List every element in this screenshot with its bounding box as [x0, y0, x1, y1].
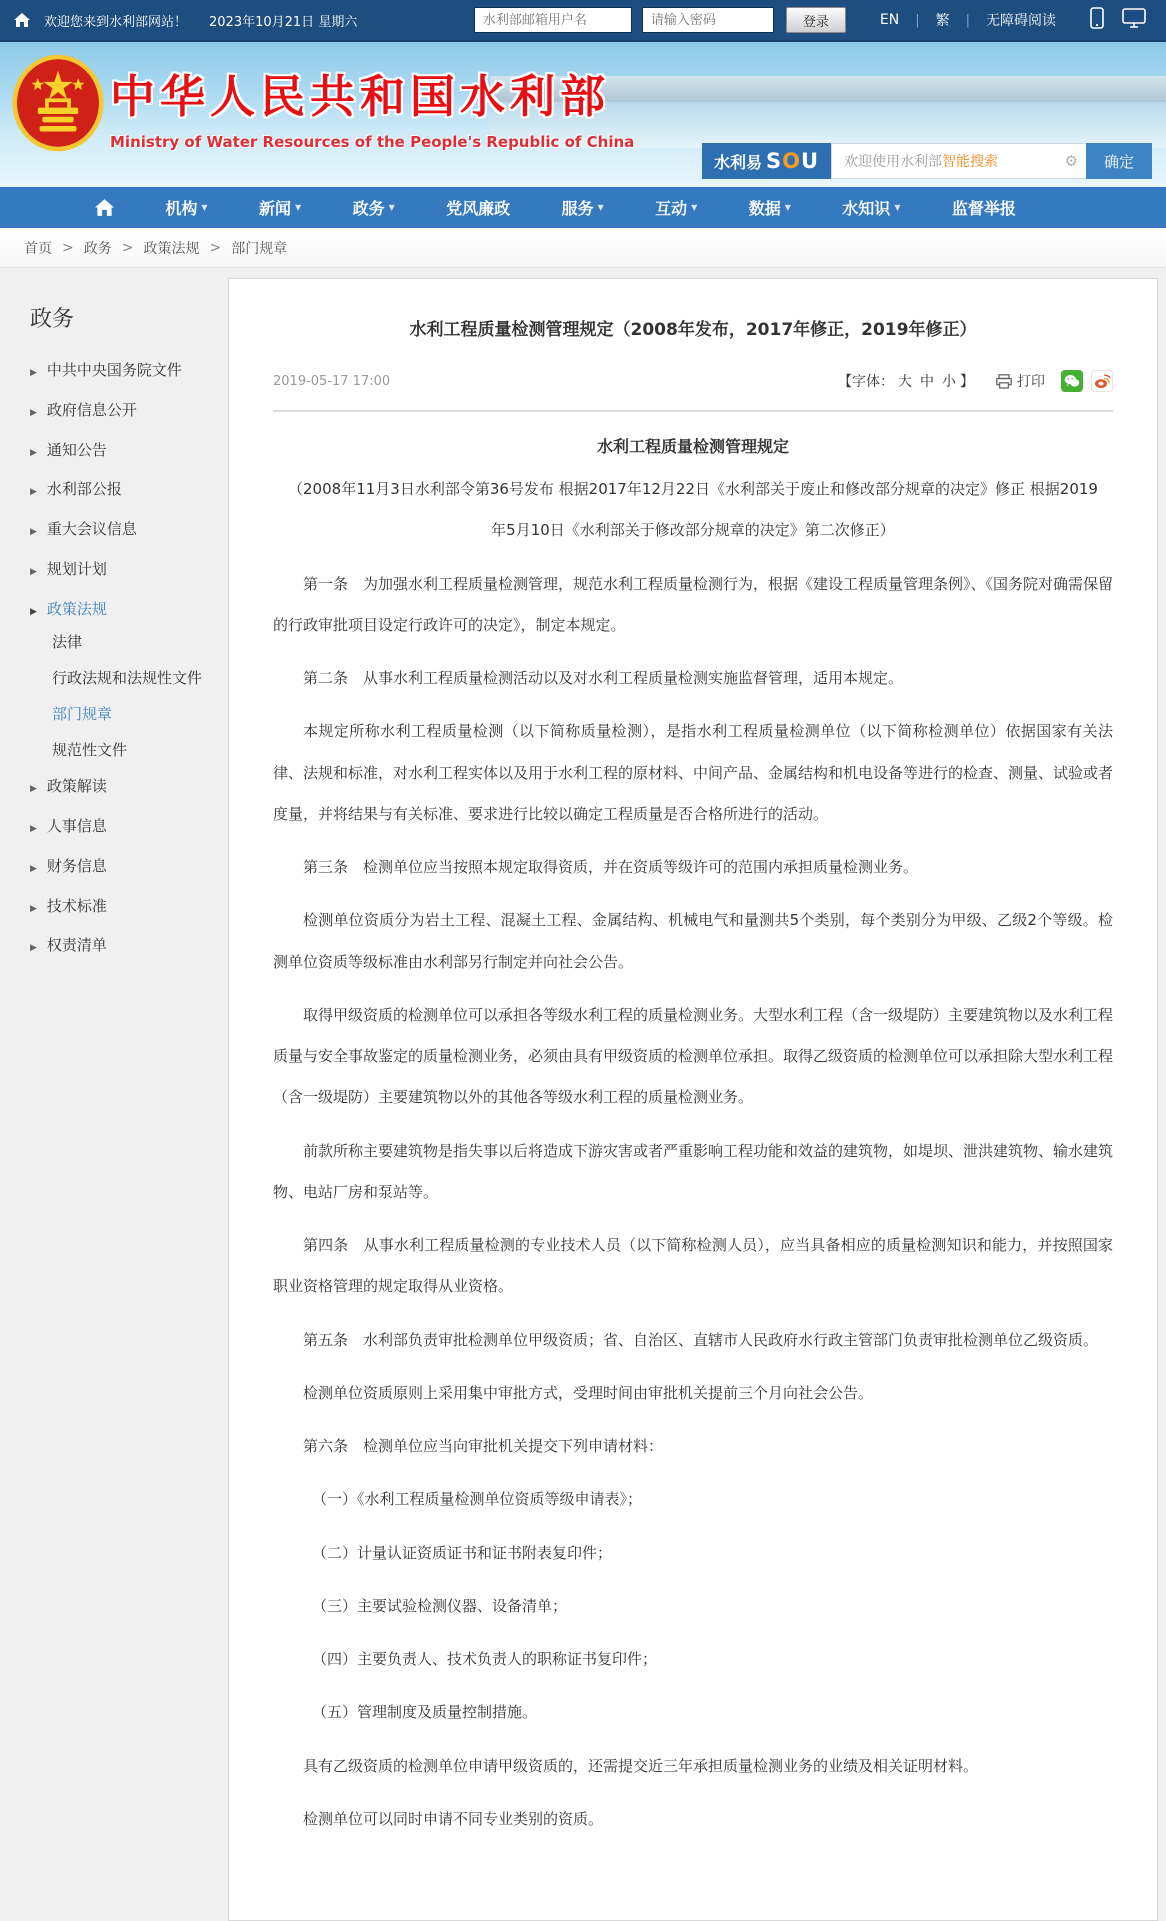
print-button[interactable]: 打印 [996, 371, 1045, 391]
nav-item-1[interactable]: 机构 ▼ [165, 199, 208, 218]
paragraph-0: （2008年11月3日水利部令第36号发布 根据2017年12月22日《水利部关于废止和修改部分规章的决定》修正 根据2019年5月10日《水利部关于修改部分规章的决定》第二次修正） [288, 480, 1098, 540]
sidebar-item-1[interactable]: ▶ 政府信息公开 [30, 400, 137, 419]
sidebar-item-0[interactable]: ▶ 中共中央国务院文件 [30, 361, 182, 379]
paragraph-7: 前款所称主要建筑物是指失事以后将造成下游灾害或者严重影响工程功能和效益的建筑物，如堤坝、泄洪建筑物、输水建筑物、电站厂房和泵站等。 [273, 1141, 1114, 1201]
paragraph-15: （四）主要负责人、技术负责人的职称证书复印件； [312, 1650, 658, 1668]
sidebar-item-5[interactable]: ▶ 规划计划 [30, 559, 107, 578]
font-size-label-close: 】 [960, 374, 974, 390]
document-body [273, 434, 1113, 1840]
sidebar-subitem-3[interactable]: 规范性文件 [52, 740, 128, 759]
paragraph-1: 第一条 为加强水利工程质量检测管理，规范水利工程质量检测行为，根据《建设工程质量管理条例》、《国务院对确需保留的行政审批项目设定行政许可的决定》，制定本规定。 [273, 574, 1114, 634]
dropdown-caret-icon: ▼ [691, 203, 698, 212]
header-banner [0, 42, 1166, 187]
dropdown-caret-icon: ▼ [295, 203, 302, 212]
lang-traditional-link[interactable]: 繁 [935, 13, 950, 29]
welcome-text: 欢迎您来到水利部网站！ [44, 14, 188, 30]
nav-item-4[interactable]: 党风廉政 [446, 199, 511, 218]
password-field[interactable] [642, 7, 774, 33]
monitor-icon[interactable] [1122, 7, 1146, 33]
publish-date: 2019-05-17 17:00 [273, 373, 391, 389]
breadcrumb-separator: > [209, 239, 222, 256]
nav-item-5[interactable]: 服务 ▼ [561, 199, 604, 218]
sidebar-submenu [52, 633, 228, 759]
dropdown-caret-icon: ▼ [894, 203, 901, 212]
divider [273, 410, 1113, 412]
search-submit-button[interactable]: 确定 [1086, 143, 1152, 179]
page-title: 水利工程质量检测管理规定（2008年发布，2017年修正，2019年修正） [409, 320, 977, 340]
sidebar-arrow-icon: ▶ [30, 407, 37, 418]
sidebar-menu [30, 361, 228, 955]
login-button[interactable]: 登录 [786, 7, 846, 33]
gear-icon[interactable]: ⚙ [1064, 152, 1078, 170]
dropdown-caret-icon: ▼ [201, 203, 208, 212]
font-size-label: 【字体： [838, 374, 894, 390]
wechat-icon[interactable] [1061, 370, 1083, 392]
font-size-option-2[interactable]: 小 [942, 374, 956, 390]
paragraph-18: 检测单位可以同时申请不同专业类别的资质。 [303, 1809, 604, 1828]
accessibility-link[interactable]: 无障碍阅读 [986, 13, 1056, 29]
current-date: 2023年10月21日 星期六 [209, 14, 358, 30]
sidebar-item-8[interactable]: ▶ 人事信息 [30, 817, 107, 835]
paragraph-16: （五）管理制度及质量控制措施。 [312, 1703, 538, 1722]
breadcrumb-item-1[interactable]: 政务 [83, 240, 112, 257]
paragraph-2: 第二条 从事水利工程质量检测活动以及对水利工程质量检测实施监督管理，适用本规定。 [303, 669, 904, 687]
sidebar-arrow-icon: ▶ [30, 943, 37, 954]
sidebar-item-10[interactable]: ▶ 技术标准 [30, 896, 107, 915]
site-subtitle: Ministry of Water Resources of the People's Republic of China [110, 133, 635, 151]
sidebar-subitem-1[interactable]: 行政法规和法规性文件 [52, 669, 203, 687]
nav-item-3[interactable]: 政务 ▼ [352, 199, 395, 218]
sidebar-subitem-2[interactable]: 部门规章 [52, 704, 113, 723]
sidebar-title: 政务 [30, 307, 75, 332]
divider: | [915, 12, 920, 28]
sidebar-arrow-icon: ▶ [30, 527, 37, 537]
navbar [0, 187, 1166, 228]
sidebar-arrow-icon: ▶ [30, 487, 37, 498]
document-title: 水利工程质量检测管理规定 [596, 437, 789, 456]
topbar [0, 0, 1166, 42]
paragraph-14: （三）主要试验检测仪器、设备清单； [312, 1596, 568, 1615]
breadcrumb-separator: > [62, 239, 74, 256]
weibo-icon[interactable] [1091, 370, 1113, 392]
home-icon [95, 199, 114, 216]
site-title: 中华人民共和国水利部 [110, 70, 611, 123]
article-panel [228, 278, 1158, 1921]
nav-item-9[interactable]: 监督举报 [951, 199, 1016, 218]
paragraph-8: 第四条 从事水利工程质量检测的专业技术人员（以下简称检测人员），应当具备相应的质量检测知识和能力，并按照国家职业资格管理的规定取得从业资格。 [273, 1236, 1113, 1296]
paragraph-17: 具有乙级资质的检测单位申请甲级资质的，还需提交近三年承担质量检测业务的业绩及相关证明材料。 [303, 1756, 979, 1775]
nav-item-8[interactable]: 水知识 ▼ [842, 199, 901, 218]
divider: | [965, 12, 970, 28]
sidebar-item-7[interactable]: ▶ 政策解读 [30, 777, 107, 796]
sidebar-arrow-icon: ▶ [30, 447, 37, 458]
paragraph-10: 检测单位资质原则上采用集中审批方式，受理时间由审批机关提前三个月向社会公告。 [303, 1383, 874, 1402]
printer-icon [996, 374, 1012, 389]
sidebar-subitem-0[interactable]: 法律 [52, 633, 83, 652]
search-input[interactable]: 欢迎使用水利部 智能搜索 ⚙ [831, 143, 1086, 179]
phone-icon[interactable] [1090, 7, 1104, 33]
dropdown-caret-icon: ▼ [388, 203, 395, 212]
search-brand-logo: 水利易 SOU [702, 143, 831, 179]
sidebar-item-4[interactable]: ▶ 重大会议信息 [30, 520, 137, 538]
home-icon[interactable] [14, 13, 30, 27]
breadcrumb-separator: > [121, 239, 134, 256]
paragraph-9: 第五条 水利部负责审批检测单位甲级资质；省、自治区、直辖市人民政府水行政主管部门负责审批检测单位乙级资质。 [303, 1330, 1099, 1349]
paragraph-5: 检测单位资质分为岩土工程、混凝土工程、金属结构、机械电气和量测共5个类别，每个类别分为甲级、乙级2个等级。检测单位资质等级标准由水利部另行制定并向社会公告。 [273, 911, 1113, 971]
nav-item-7[interactable]: 数据 ▼ [748, 199, 791, 218]
breadcrumb-item-0[interactable]: 首页 [24, 240, 52, 257]
sidebar-arrow-icon: ▶ [30, 368, 37, 378]
dropdown-caret-icon: ▼ [784, 203, 791, 212]
sidebar-arrow-icon: ▶ [30, 606, 37, 617]
nav-item-home[interactable] [95, 199, 114, 216]
search-bar [702, 143, 1152, 179]
magnifier-letter-o: O [782, 149, 801, 173]
topbar-links [880, 10, 1056, 30]
lang-en-link[interactable]: EN [879, 12, 900, 28]
sidebar-arrow-icon: ▶ [30, 566, 37, 577]
sidebar-item-2[interactable]: ▶ 通知公告 [30, 440, 107, 459]
main-area [0, 278, 1166, 1921]
article-meta [273, 370, 1113, 392]
paragraph-12: （一）《水利工程质量检测单位资质等级申请表》； [312, 1490, 643, 1509]
breadcrumb-item-2[interactable]: 政策法规 [143, 240, 200, 257]
nav-item-6[interactable]: 互动 ▼ [655, 199, 698, 218]
sidebar-arrow-icon: ▶ [30, 903, 37, 914]
sidebar-arrow-icon: ▶ [30, 784, 37, 795]
paragraph-4: 第三条 检测单位应当按照本规定取得资质，并在资质等级许可的范围内承担质量检测业务。 [303, 858, 919, 876]
breadcrumb [0, 228, 1166, 268]
sidebar [0, 278, 228, 1921]
paragraph-11: 第六条 检测单位应当向审批机关提交下列申请材料： [303, 1437, 664, 1455]
paragraph-13: （二）计量认证资质证书和证书附表复印件； [312, 1543, 613, 1562]
sidebar-arrow-icon: ▶ [30, 863, 37, 874]
breadcrumb-item-3[interactable]: 部门规章 [231, 240, 288, 257]
sidebar-item-3[interactable]: ▶ 水利部公报 [30, 480, 122, 499]
paragraph-6: 取得甲级资质的检测单位可以承担各等级水利工程的质量检测业务。大型水利工程（含一级堤防）主要建筑物以及水利工程质量与安全事故鉴定的质量检测业务，必须由具有甲级资质的检测单位承担。取得乙级资质的检测单位可以承担除大型水利工程（含一级堤防）主要建筑物以外的其他各等级水利工程的质量检测业务。 [273, 1005, 1114, 1107]
sidebar-arrow-icon: ▶ [30, 824, 37, 834]
font-size-option-0[interactable]: 大 [898, 374, 912, 390]
dropdown-caret-icon: ▼ [597, 203, 604, 212]
paragraph-3: 本规定所称水利工程质量检测（以下简称质量检测），是指水利工程质量检测单位（以下简称检测单位）依据国家有关法律、法规和标准，对水利工程实体以及用于水利工程的原材料、中间产品、金属结构和机电设备等进行的检查、测量、试验或者度量，并将结果与有关标准、要求进行比较以确定工程质量是否合格所进行的活动。 [273, 722, 1114, 823]
email-username-field[interactable] [474, 7, 632, 33]
font-size-option-1[interactable]: 中 [920, 374, 934, 390]
sidebar-item-11[interactable]: ▶ 权责清单 [30, 936, 107, 955]
nav-item-2[interactable]: 新闻 ▼ [258, 199, 302, 218]
national-emblem [12, 54, 104, 156]
sidebar-item-9[interactable]: ▶ 财务信息 [30, 856, 107, 875]
sidebar-item-6[interactable]: ▶ 政策法规 [30, 599, 107, 618]
